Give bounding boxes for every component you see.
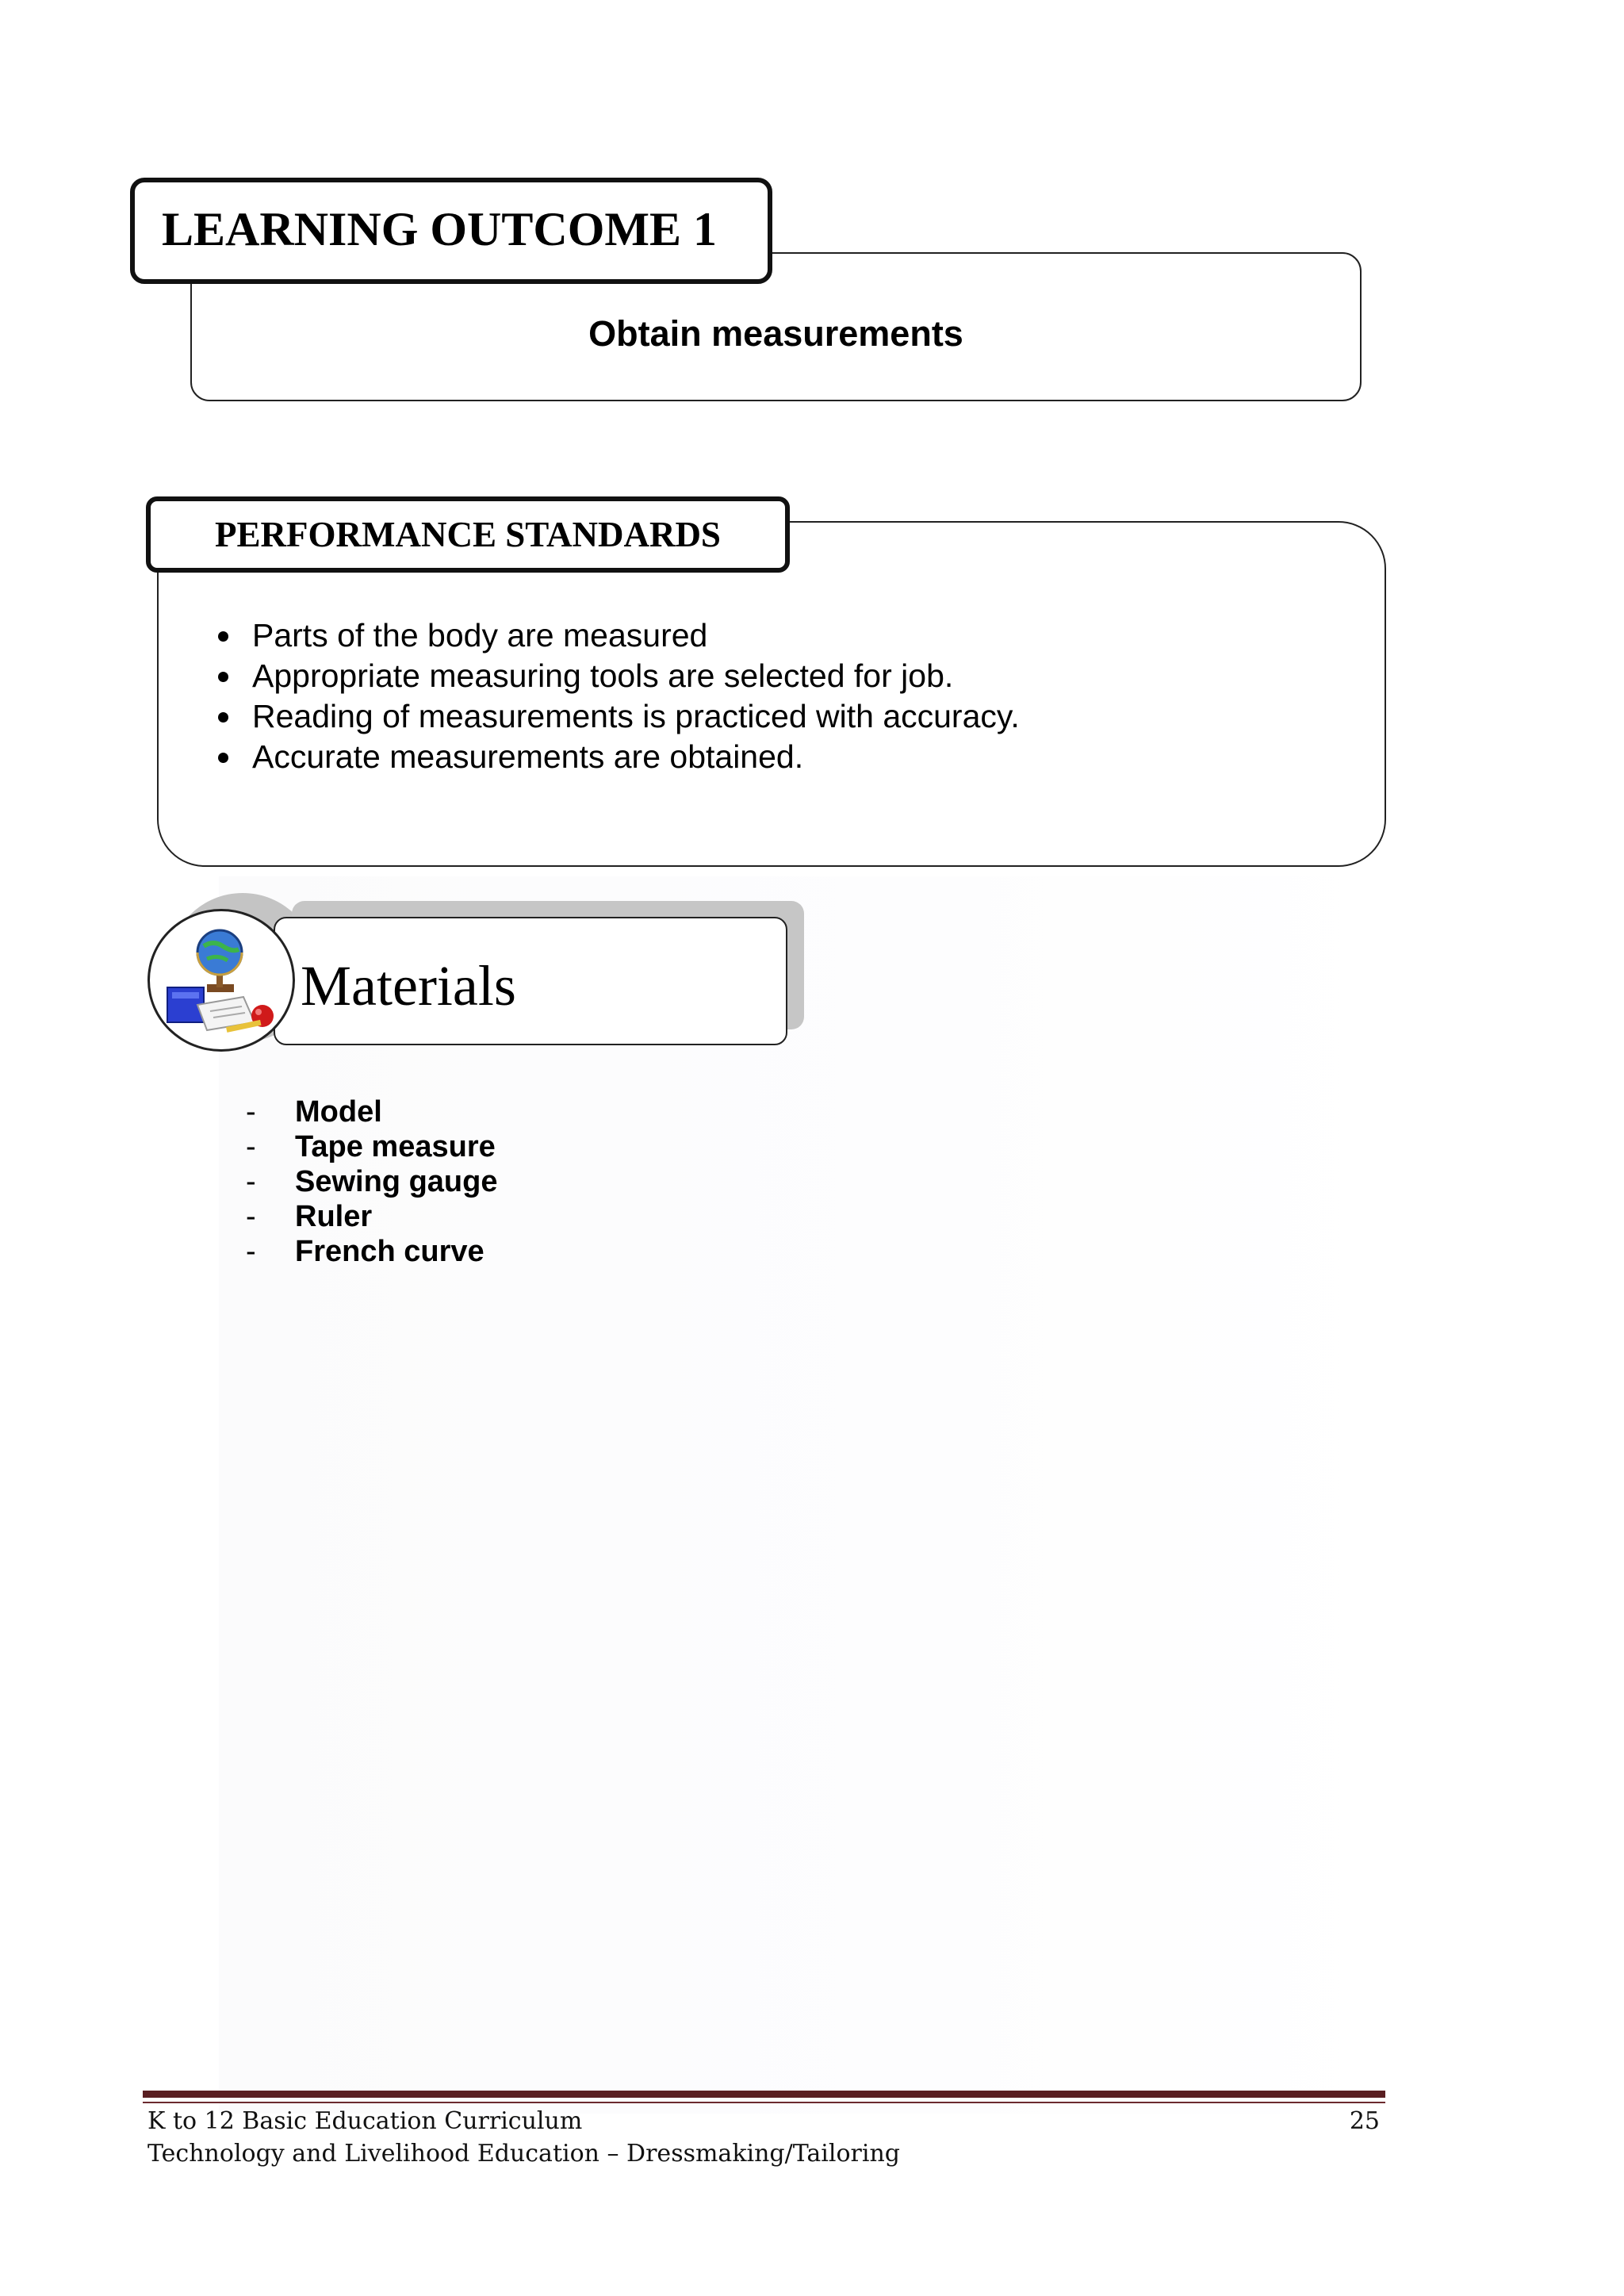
performance-standards-heading: PERFORMANCE STANDARDS xyxy=(146,496,790,573)
globe-books-clipart-icon xyxy=(147,909,295,1052)
footer-rule-thin xyxy=(143,2102,1385,2103)
footer-rule xyxy=(143,2091,1385,2098)
materials-heading: Materials xyxy=(274,917,787,1045)
list-item: - Ruler xyxy=(241,1199,497,1234)
learning-outcome-heading: LEARNING OUTCOME 1 xyxy=(130,178,772,284)
list-item: - Tape measure xyxy=(241,1129,497,1164)
list-item: Reading of measurements is practiced with accuracy. xyxy=(211,696,1361,737)
learning-outcome-subtitle: Obtain measurements xyxy=(588,313,963,354)
materials-list xyxy=(241,1094,497,1269)
page-background-band xyxy=(219,876,1400,2114)
list-item: - Sewing gauge xyxy=(241,1164,497,1199)
page-number: 25 xyxy=(1349,2107,1380,2135)
list-item: - French curve xyxy=(241,1234,497,1269)
list-item: Parts of the body are measured xyxy=(211,615,1361,656)
footer-subject: Technology and Livelihood Education – Dressmaking/Tailoring xyxy=(147,2140,900,2168)
performance-standards-list xyxy=(211,615,1361,777)
list-item: - Model xyxy=(241,1094,497,1129)
list-item: Appropriate measuring tools are selected for job. xyxy=(211,656,1361,696)
list-item: Accurate measurements are obtained. xyxy=(211,737,1361,777)
footer-curriculum: K to 12 Basic Education Curriculum xyxy=(147,2107,583,2135)
